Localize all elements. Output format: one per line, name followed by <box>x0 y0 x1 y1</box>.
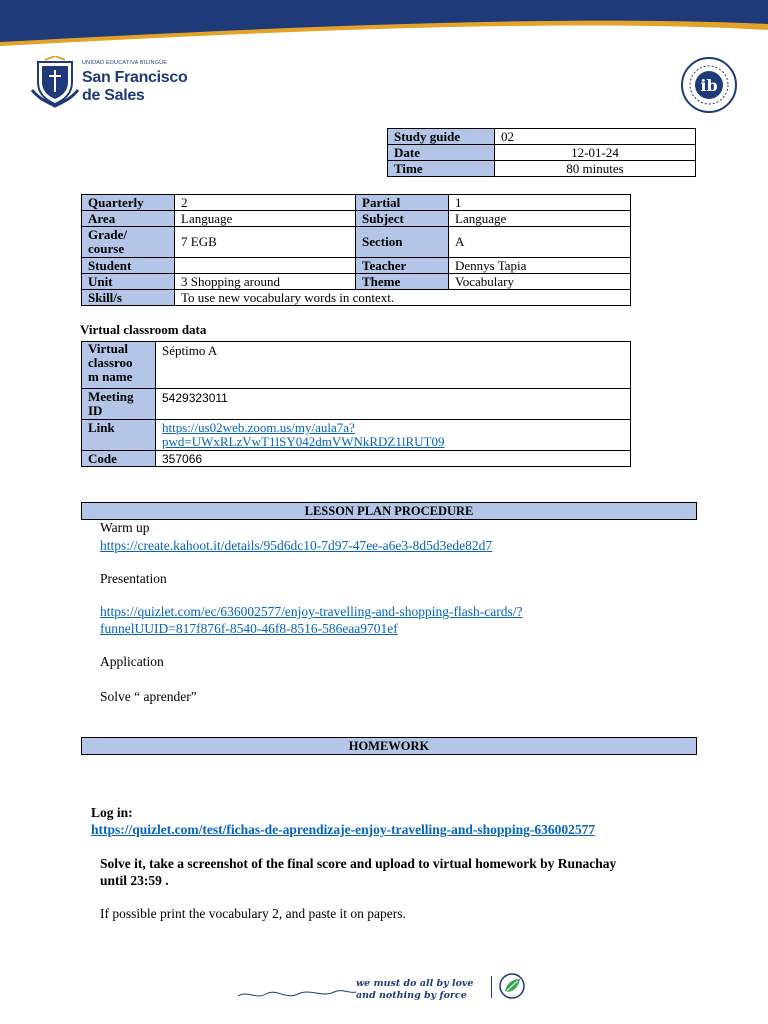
zoom-link-line-1[interactable]: https://us02web.zoom.us/my/aula7a? <box>162 420 355 435</box>
lesson-plan-header: LESSON PLAN PROCEDURE <box>81 502 697 520</box>
homework-header: HOMEWORK <box>81 737 697 755</box>
homework-instruction-line-1: Solve it, take a screenshot of the final score and upload to virtual homework by Runachay <box>100 856 617 871</box>
presentation-label: Presentation <box>100 571 167 586</box>
grade-label <box>82 227 175 258</box>
quizlet-flashcards-link-line-1[interactable]: https://quizlet.com/ec/636002577/enjoy-travelling-and-shopping-flash-cards/? <box>100 604 523 619</box>
svg-text:ib: ib <box>700 76 718 95</box>
warmup-label: Warm up <box>100 520 150 535</box>
grade-value: 7 EGB <box>175 227 356 258</box>
code-label: Code <box>82 451 156 467</box>
section-label: Section <box>356 227 449 258</box>
meeting-id-label <box>82 389 156 420</box>
school-name-line-2: de Sales <box>82 87 145 104</box>
meeting-id-label-line-1: Meeting <box>88 389 134 404</box>
course-info-table <box>81 194 631 306</box>
study-guide-label: Study guide <box>388 129 495 145</box>
quarterly-value: 2 <box>175 195 356 211</box>
meeting-id-label-line-2: ID <box>88 403 103 418</box>
quizlet-test-link[interactable]: https://quizlet.com/test/fichas-de-aprendizaje-enjoy-travelling-and-shopping-636002577 <box>91 822 596 837</box>
zoom-link[interactable] <box>156 420 631 451</box>
footer-divider <box>491 976 492 998</box>
solve-aprender-text: Solve “ aprender” <box>100 689 197 704</box>
application-label: Application <box>100 654 164 669</box>
quarterly-label: Quarterly <box>82 195 175 211</box>
classroom-name-label <box>82 342 156 389</box>
teacher-label: Teacher <box>356 258 449 274</box>
quizlet-flashcards-link-line-2[interactable]: funnelUUID=817f876f-8540-46f8-8516-586eaa9701ef <box>100 621 398 636</box>
time-label: Time <box>388 161 495 177</box>
virtual-classroom-title: Virtual classroom data <box>80 322 207 337</box>
unit-value: 3 Shopping around <box>175 274 356 290</box>
slogan-line-1: we must do all by love <box>356 978 474 989</box>
grade-label-line-1: Grade/ <box>88 227 127 242</box>
header-banner <box>0 0 768 48</box>
student-value <box>175 258 356 274</box>
crest-icon <box>30 56 80 110</box>
time-value: 80 minutes <box>495 161 696 177</box>
print-note: If possible print the vocabulary 2, and paste it on papers. <box>100 906 406 921</box>
leaf-logo-icon <box>498 972 526 1000</box>
grade-label-line-2: course <box>88 241 125 256</box>
link-label: Link <box>82 420 156 451</box>
code-value: 357066 <box>156 451 631 467</box>
unit-label: Unit <box>82 274 175 290</box>
date-label: Date <box>388 145 495 161</box>
classroom-name-value: Séptimo A <box>156 342 631 389</box>
ib-logo-icon <box>680 56 738 114</box>
section-value: A <box>449 227 631 258</box>
homework-instruction-line-2: until 23:59 . <box>100 873 169 888</box>
theme-value: Vocabulary <box>449 274 631 290</box>
zoom-link-line-2[interactable]: pwd=UWxRLzVwT1lSY042dmVWNkRDZ1lRUT09 <box>162 434 445 449</box>
classroom-name-label-line-1: Virtual <box>88 341 128 356</box>
virtual-classroom-table <box>81 341 631 467</box>
theme-label: Theme <box>356 274 449 290</box>
study-guide-table <box>387 128 696 177</box>
partial-label: Partial <box>356 195 449 211</box>
area-label: Area <box>82 211 175 227</box>
login-label: Log in: <box>91 805 133 820</box>
kahoot-link[interactable]: https://create.kahoot.it/details/95d6dc10-7d97-47ee-a6e3-8d5d3ede82d7 <box>100 538 493 553</box>
slogan-line-2: and nothing by force <box>356 990 467 1001</box>
partial-value: 1 <box>449 195 631 211</box>
teacher-value: Dennys Tapia <box>449 258 631 274</box>
area-value: Language <box>175 211 356 227</box>
school-name-line-1: San Francisco <box>82 69 188 86</box>
study-guide-value: 02 <box>495 129 696 145</box>
subject-label: Subject <box>356 211 449 227</box>
classroom-name-label-line-2: classroo <box>88 355 133 370</box>
date-value: 12-01-24 <box>495 145 696 161</box>
skill-label: Skill/s <box>82 290 175 306</box>
skill-value: To use new vocabulary words in context. <box>175 290 631 306</box>
meeting-id-value: 5429323011 <box>156 389 631 420</box>
subject-value: Language <box>449 211 631 227</box>
school-subtitle: UNIDAD EDUCATIVA BILINGÜE <box>82 60 168 66</box>
classroom-name-label-line-3: m name <box>88 369 133 384</box>
student-label: Student <box>82 258 175 274</box>
school-logo <box>30 56 188 112</box>
footer-slogan <box>238 970 488 1006</box>
wave-line-icon <box>238 970 358 1006</box>
